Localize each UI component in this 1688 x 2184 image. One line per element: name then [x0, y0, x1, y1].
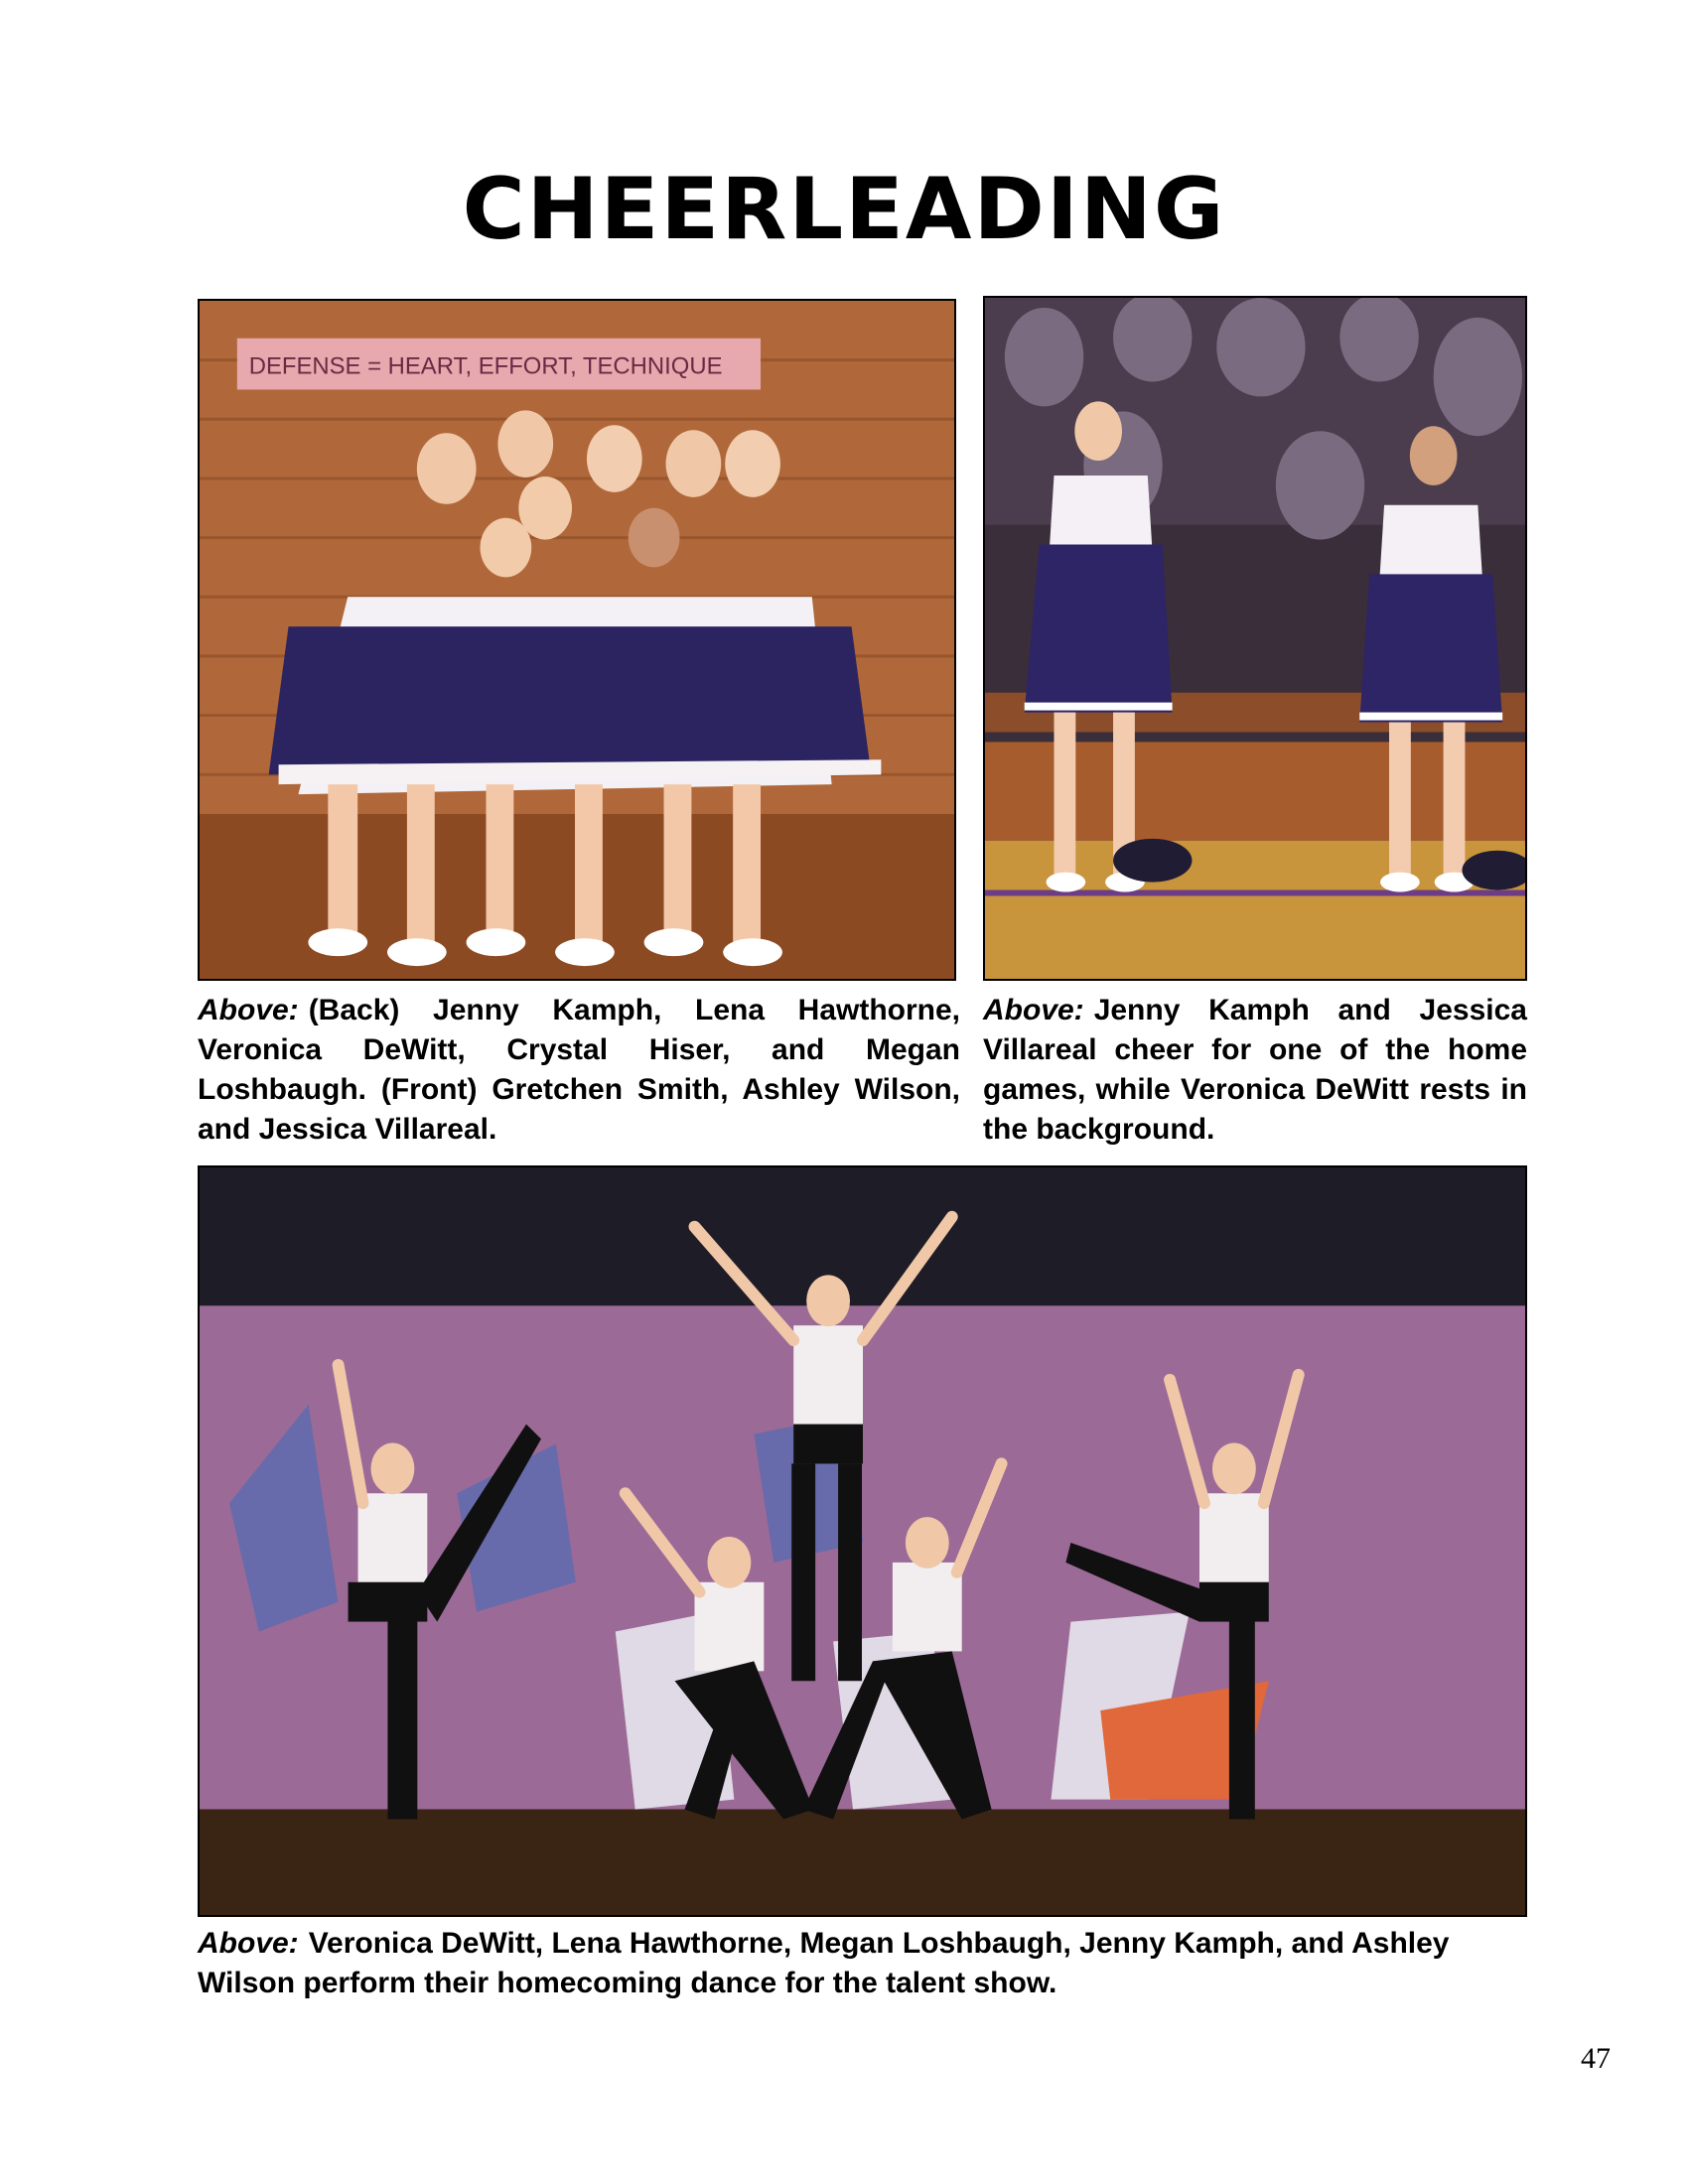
- team-group-photo: [198, 299, 956, 981]
- caption-text: (Back) Jenny Kamph, Lena Hawthorne, Veronica DeWitt, Crystal Hiser, and Megan Loshbaugh. (Front) Gretchen Smith, Ashley Wilson, and Jessica Villareal.: [198, 994, 960, 1146]
- photo-caption-talent-show: [198, 1924, 1527, 2003]
- caption-lead: Above:: [983, 994, 1084, 1026]
- page-number: 47: [1581, 2042, 1611, 2075]
- caption-text: Veronica DeWitt, Lena Hawthorne, Megan Loshbaugh, Jenny Kamph, and Ashley Wilson perform their homecoming dance for the talent show.: [198, 1927, 1450, 1999]
- talent-show-dance-photo: [198, 1165, 1527, 1917]
- caption-lead: Above:: [198, 1927, 299, 1960]
- photo-caption-team: [198, 991, 960, 1150]
- page-title: CHEERLEADING: [462, 160, 1226, 259]
- photo-caption-bleachers: [983, 991, 1527, 1150]
- banner-text: DEFENSE = HEART, EFFORT, TECHNIQUE: [248, 352, 723, 380]
- caption-lead: Above:: [198, 994, 299, 1026]
- caption-text: Jenny Kamph and Jessica Villareal cheer for one of the home games, while Veronica DeWitt rests in the background.: [983, 994, 1527, 1146]
- bleachers-cheer-photo: [983, 296, 1527, 981]
